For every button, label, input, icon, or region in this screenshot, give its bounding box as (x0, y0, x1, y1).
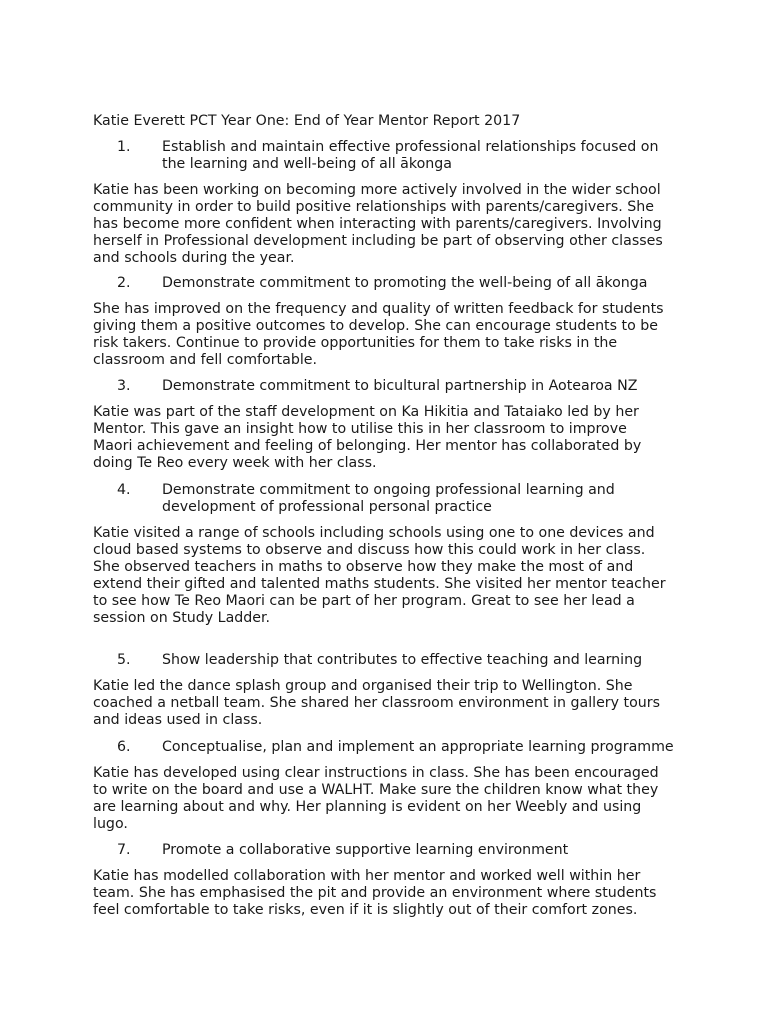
section-3 (93, 378, 683, 472)
section-heading (93, 139, 683, 173)
section-6 (93, 739, 683, 833)
section-heading (93, 378, 683, 395)
section-heading-text: Establish and maintain effective professional relationships focused on the learning and well-being of all ākonga (162, 139, 659, 172)
section-paragraph: Katie visited a range of schools including schools using one to one devices and cloud based systems to observe and discuss how this could work in her class. She observed teachers in maths to observe how they make the most of and extend their gifted and talented maths students. She visited her mentor teacher to see how Te Reo Maori can be part of her program. Great to see her lead a session on Study Ladder. (93, 525, 666, 626)
section-heading (93, 275, 683, 292)
section-paragraph: Katie has been working on becoming more actively involved in the wider school community in order to build positive relationships with parents/caregivers. She has become more confident when interacting with parents/caregivers. Involving herself in Professional development including be part of observing other classes and schools during the year. (93, 182, 663, 266)
section-number: 6. (117, 739, 131, 755)
section-4 (93, 482, 683, 627)
section-paragraph: Katie was part of the staff development on Ka Hikitia and Tataiako led by her Mentor. This gave an insight how to utilise this in her classroom to improve Maori achievement and feeling of belonging. Her mentor has collaborated by doing Te Reo every week with her class. (93, 404, 642, 471)
section-2 (93, 275, 683, 369)
section-paragraph: Katie has modelled collaboration with her mentor and worked well within her team. She has emphasised the pit and provide an environment where students feel comfortable to take risks, even if it is slightly out of their comfort zones. (93, 868, 657, 918)
section-number: 7. (117, 842, 131, 858)
section-paragraph: Katie led the dance splash group and organised their trip to Wellington. She coached a netball team. She shared her classroom environment in gallery tours and ideas used in class. (93, 678, 661, 728)
section-paragraph: Katie has developed using clear instructions in class. She has been encouraged to write on the board and use a WALHT. Make sure the children know what they are learning about and why. Her planning is evident on her Weebly and using lugo. (93, 765, 659, 832)
section-heading-text: Conceptualise, plan and implement an appropriate learning programme (162, 739, 674, 755)
section-heading (93, 842, 683, 859)
section-number: 3. (117, 378, 131, 394)
section-paragraph: She has improved on the frequency and quality of written feedback for students giving them a positive outcomes to develop. She can encourage students to be risk takers. Continue to provide opportunities for them to take risks in the classroom and fell comfortable. (93, 301, 664, 368)
section-number: 5. (117, 652, 131, 668)
section-heading (93, 652, 683, 669)
section-number: 2. (117, 275, 131, 291)
section-heading-text: Show leadership that contributes to effective teaching and learning (162, 652, 643, 668)
section-heading-text: Promote a collaborative supportive learning environment (162, 842, 569, 858)
section-number: 1. (117, 139, 131, 155)
section-heading-text: Demonstrate commitment to promoting the well-being of all ākonga (162, 275, 648, 291)
section-heading-text: Demonstrate commitment to bicultural partnership in Aotearoa NZ (162, 378, 638, 394)
section-5 (93, 652, 683, 729)
section-number: 4. (117, 482, 131, 498)
section-1 (93, 139, 683, 267)
section-heading-text: Demonstrate commitment to ongoing professional learning and development of professional personal practice (162, 482, 615, 515)
document-title: Katie Everett PCT Year One: End of Year Mentor Report 2017 (93, 113, 521, 129)
section-heading (93, 482, 683, 516)
section-7 (93, 842, 683, 919)
section-heading (93, 739, 683, 756)
